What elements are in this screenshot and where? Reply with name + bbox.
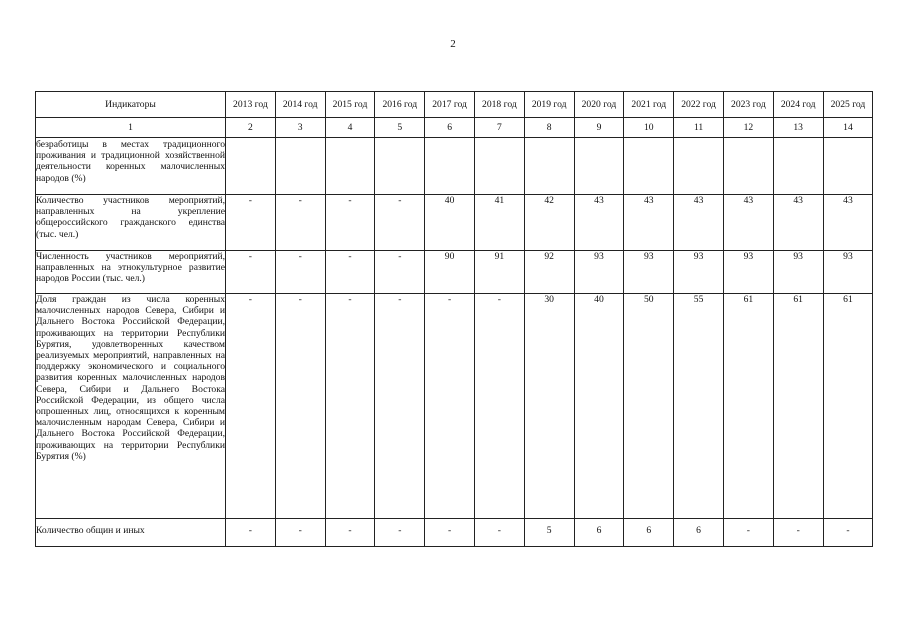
column-number: 2: [226, 118, 276, 138]
indicator-value: -: [773, 519, 823, 547]
column-number: 1: [36, 118, 226, 138]
indicator-value: 93: [624, 251, 674, 294]
indicator-value: 93: [823, 251, 873, 294]
indicator-value: -: [275, 519, 325, 547]
indicator-value: 93: [773, 251, 823, 294]
indicator-value: 61: [823, 294, 873, 519]
indicator-value: -: [375, 195, 425, 251]
indicator-value: 55: [674, 294, 724, 519]
column-number: 5: [375, 118, 425, 138]
table-row: [36, 294, 873, 519]
indicator-value: [325, 138, 375, 195]
indicator-name: Доля граждан из числа коренных малочисленных народов Севера, Сибири и Дальнего Востока Российской Федерации, проживающих на территории Республики Бурятия, удовлетворенных качеством реализуемых мероприятий, направленных на поддержку экономического и социального развития коренных малочисленных народов Севера, Сибири и Дальнего Востока Российской Федерации, из общего числа опрошенных лиц, относящихся к коренным малочисленным народам Севера, Сибири и Дальнего Востока Российской Федерации, проживающих на территории Республики Бурятия (%): [36, 294, 226, 519]
indicator-value: -: [275, 251, 325, 294]
indicator-value: [674, 138, 724, 195]
indicators-table: [35, 91, 873, 547]
indicator-value: 93: [674, 251, 724, 294]
header-year: 2013 год: [226, 92, 276, 118]
indicator-value: 50: [624, 294, 674, 519]
table-row: [36, 195, 873, 251]
column-number: 12: [723, 118, 773, 138]
indicator-name: безработицы в местах традиционного проживания и традиционной хозяйственной деятельности коренных малочисленных народов (%): [36, 138, 226, 195]
indicator-value: [723, 138, 773, 195]
header-year: 2021 год: [624, 92, 674, 118]
indicator-name: Количество общин и иных: [36, 519, 226, 547]
indicator-value: 6: [624, 519, 674, 547]
indicator-value: 30: [524, 294, 574, 519]
indicator-value: [425, 138, 475, 195]
indicator-value: -: [474, 294, 524, 519]
header-year: 2024 год: [773, 92, 823, 118]
header-year: 2019 год: [524, 92, 574, 118]
indicator-value: 43: [823, 195, 873, 251]
indicator-value: [624, 138, 674, 195]
indicator-value: [524, 138, 574, 195]
column-number: 4: [325, 118, 375, 138]
column-number: 10: [624, 118, 674, 138]
indicator-value: 40: [574, 294, 624, 519]
indicator-value: -: [375, 519, 425, 547]
header-year: 2023 год: [723, 92, 773, 118]
indicator-value: -: [325, 294, 375, 519]
indicator-value: 93: [723, 251, 773, 294]
header-year: 2017 год: [425, 92, 475, 118]
indicator-value: -: [325, 195, 375, 251]
indicator-value: [226, 138, 276, 195]
indicator-value: -: [226, 251, 276, 294]
column-number: 8: [524, 118, 574, 138]
column-number: 3: [275, 118, 325, 138]
indicator-value: -: [226, 294, 276, 519]
table-row: [36, 138, 873, 195]
indicator-name: Численность участников мероприятий, направленных на этнокультурное развитие народов России (тыс. чел.): [36, 251, 226, 294]
indicator-value: -: [226, 519, 276, 547]
indicator-value: 43: [574, 195, 624, 251]
indicator-value: 90: [425, 251, 475, 294]
indicator-value: -: [325, 519, 375, 547]
indicator-value: 43: [773, 195, 823, 251]
header-year: 2020 год: [574, 92, 624, 118]
indicator-value: 6: [674, 519, 724, 547]
indicator-value: 43: [674, 195, 724, 251]
indicator-value: [574, 138, 624, 195]
indicator-value: -: [325, 251, 375, 294]
indicator-value: [823, 138, 873, 195]
indicator-value: -: [375, 294, 425, 519]
indicator-value: -: [474, 519, 524, 547]
indicator-value: 6: [574, 519, 624, 547]
column-number: 6: [425, 118, 475, 138]
indicator-value: 91: [474, 251, 524, 294]
indicator-value: 43: [624, 195, 674, 251]
header-year: 2018 год: [474, 92, 524, 118]
indicator-value: -: [723, 519, 773, 547]
indicator-value: -: [275, 294, 325, 519]
table-row: [36, 251, 873, 294]
indicator-value: [375, 138, 425, 195]
header-row: [36, 92, 873, 118]
indicator-value: [474, 138, 524, 195]
header-year: 2022 год: [674, 92, 724, 118]
table-row: [36, 519, 873, 547]
header-year: 2015 год: [325, 92, 375, 118]
column-number-row: [36, 118, 873, 138]
indicator-value: -: [425, 294, 475, 519]
indicator-value: -: [226, 195, 276, 251]
indicator-name: Количество участников мероприятий, направленных на укрепление общероссийского гражданского единства (тыс. чел.): [36, 195, 226, 251]
indicator-value: -: [375, 251, 425, 294]
indicator-value: 61: [773, 294, 823, 519]
indicator-value: 42: [524, 195, 574, 251]
indicator-value: -: [275, 195, 325, 251]
indicator-value: 5: [524, 519, 574, 547]
column-number: 14: [823, 118, 873, 138]
indicator-value: 40: [425, 195, 475, 251]
indicator-value: [275, 138, 325, 195]
indicator-value: [773, 138, 823, 195]
indicator-value: 92: [524, 251, 574, 294]
indicator-value: 93: [574, 251, 624, 294]
header-year: 2016 год: [375, 92, 425, 118]
column-number: 11: [674, 118, 724, 138]
page-number: 2: [450, 38, 456, 50]
header-year: 2025 год: [823, 92, 873, 118]
indicator-value: -: [425, 519, 475, 547]
indicator-value: 43: [723, 195, 773, 251]
column-number: 7: [474, 118, 524, 138]
indicator-value: -: [823, 519, 873, 547]
header-indicators: Индикаторы: [36, 92, 226, 118]
column-number: 13: [773, 118, 823, 138]
header-year: 2014 год: [275, 92, 325, 118]
column-number: 9: [574, 118, 624, 138]
indicator-value: 61: [723, 294, 773, 519]
indicator-value: 41: [474, 195, 524, 251]
